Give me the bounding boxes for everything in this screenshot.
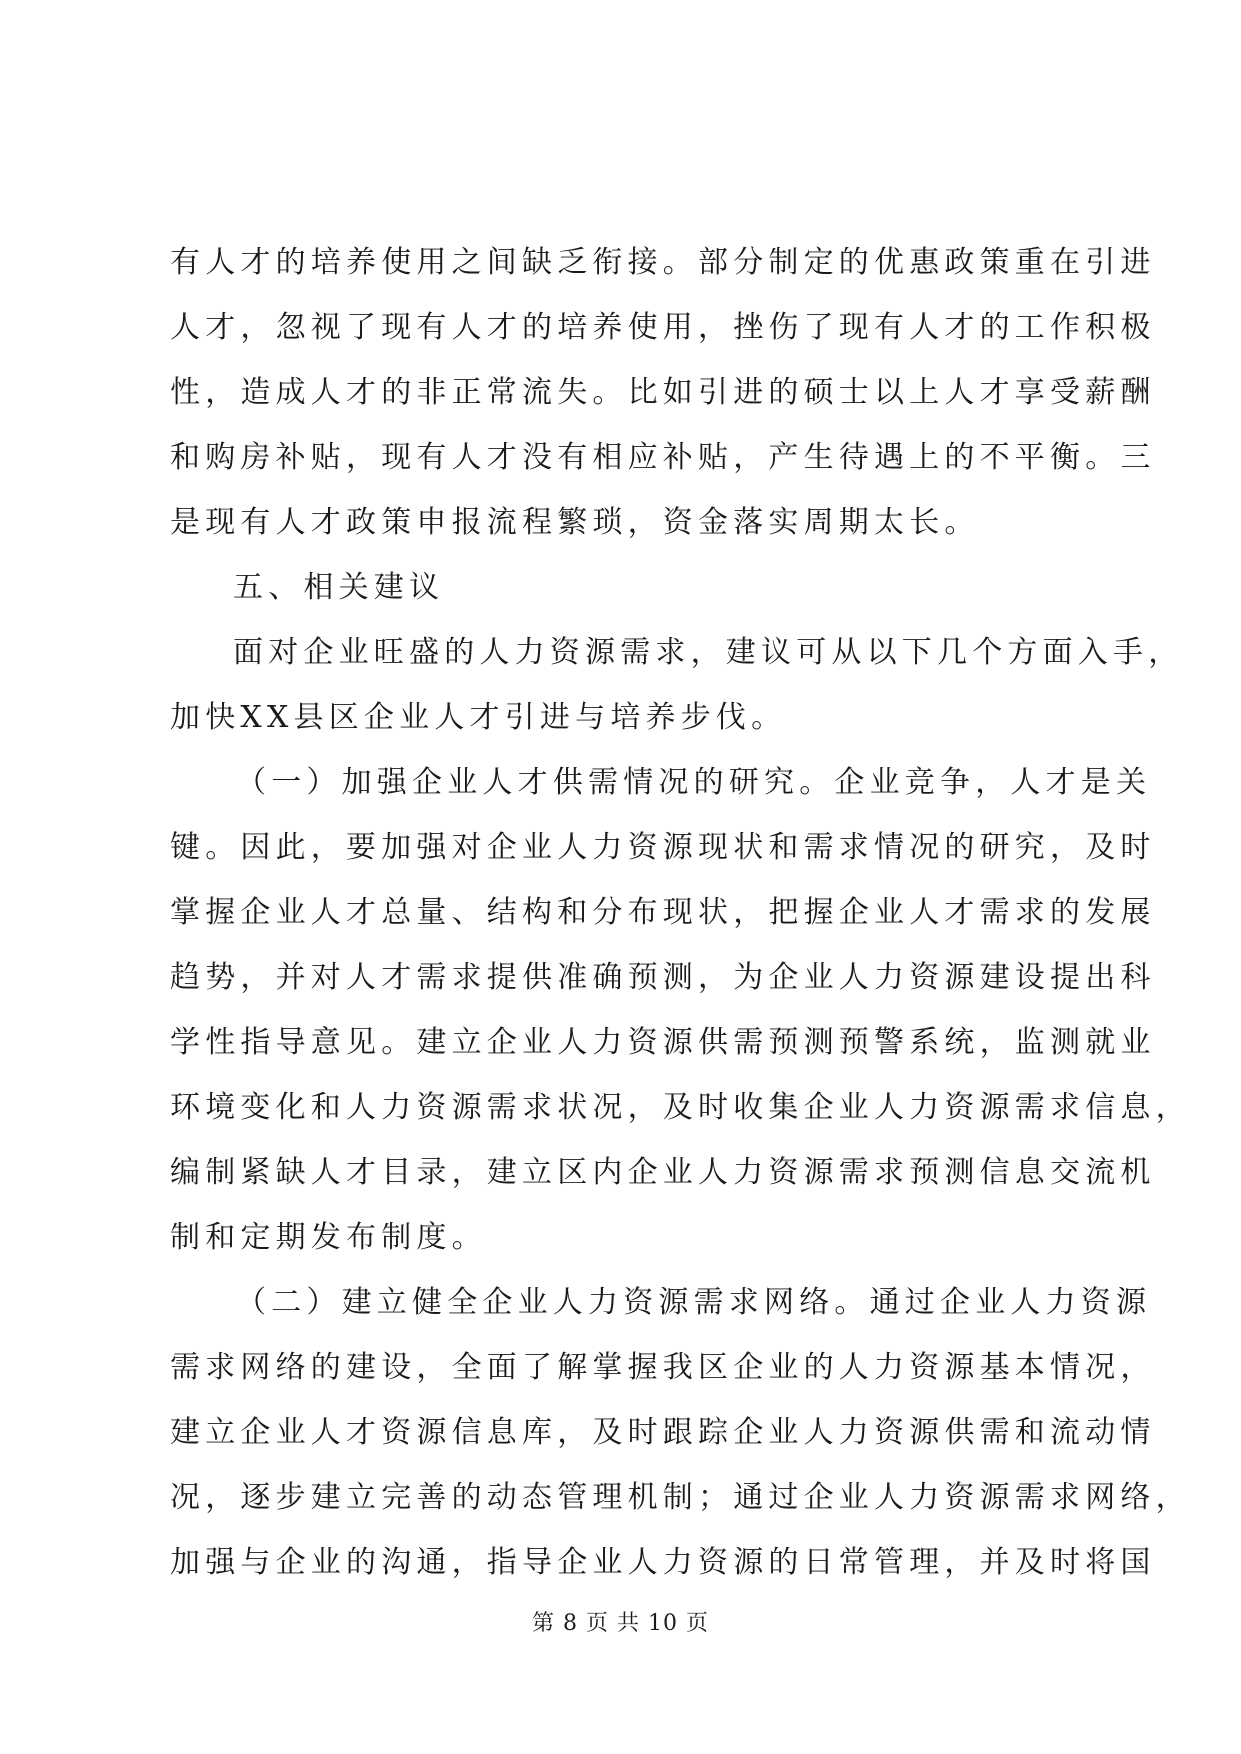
document-body: [170, 230, 1191, 1595]
text-line: 需求网络的建设，全面了解掌握我区企业的人力资源基本情况，: [170, 1350, 1156, 1385]
text-line: 编制紧缺人才目录，建立区内企业人力资源需求预测信息交流机: [170, 1155, 1156, 1190]
text-line: 建立企业人才资源信息库，及时跟踪企业人力资源供需和流动情: [170, 1415, 1156, 1450]
text-line: 加快XX县区企业人才引进与培养步伐。: [170, 700, 787, 735]
text-line: 人才，忽视了现有人才的培养使用，挫伤了现有人才的工作积极: [170, 310, 1156, 345]
text-line: 制和定期发布制度。: [170, 1220, 487, 1255]
text-line: 环境变化和人力资源需求状况，及时收集企业人力资源需求信息，: [170, 1090, 1191, 1125]
subsection-line: （二）建立健全企业人力资源需求网络。通过企业人力资源: [236, 1285, 1152, 1320]
text-line: 面对企业旺盛的人力资源需求，建议可从以下几个方面入手，: [233, 635, 1184, 670]
subsection-line: （一）加强企业人才供需情况的研究。企业竞争，人才是关: [236, 765, 1152, 800]
text-line: 学性指导意见。建立企业人力资源供需预测预警系统，监测就业: [170, 1025, 1156, 1060]
text-line: 掌握企业人才总量、结构和分布现状，把握企业人才需求的发展: [170, 895, 1156, 930]
text-line: 况，逐步建立完善的动态管理机制；通过企业人力资源需求网络，: [170, 1480, 1191, 1515]
page-number-footer: 第 8 页 共 10 页: [532, 1611, 709, 1636]
text-line: 有人才的培养使用之间缺乏衔接。部分制定的优惠政策重在引进: [170, 245, 1156, 280]
text-line: 加强与企业的沟通，指导企业人力资源的日常管理，并及时将国: [170, 1545, 1156, 1580]
text-line: 是现有人才政策申报流程繁琐，资金落实周期太长。: [170, 505, 980, 540]
section-heading: 五、相关建议: [233, 570, 445, 605]
text-line: 性，造成人才的非正常流失。比如引进的硕士以上人才享受薪酬: [170, 375, 1156, 410]
text-line: 键。因此，要加强对企业人力资源现状和需求情况的研究，及时: [170, 830, 1156, 865]
text-line: 和购房补贴，现有人才没有相应补贴，产生待遇上的不平衡。三: [170, 440, 1156, 475]
text-line: 趋势，并对人才需求提供准确预测，为企业人力资源建设提出科: [170, 960, 1156, 995]
